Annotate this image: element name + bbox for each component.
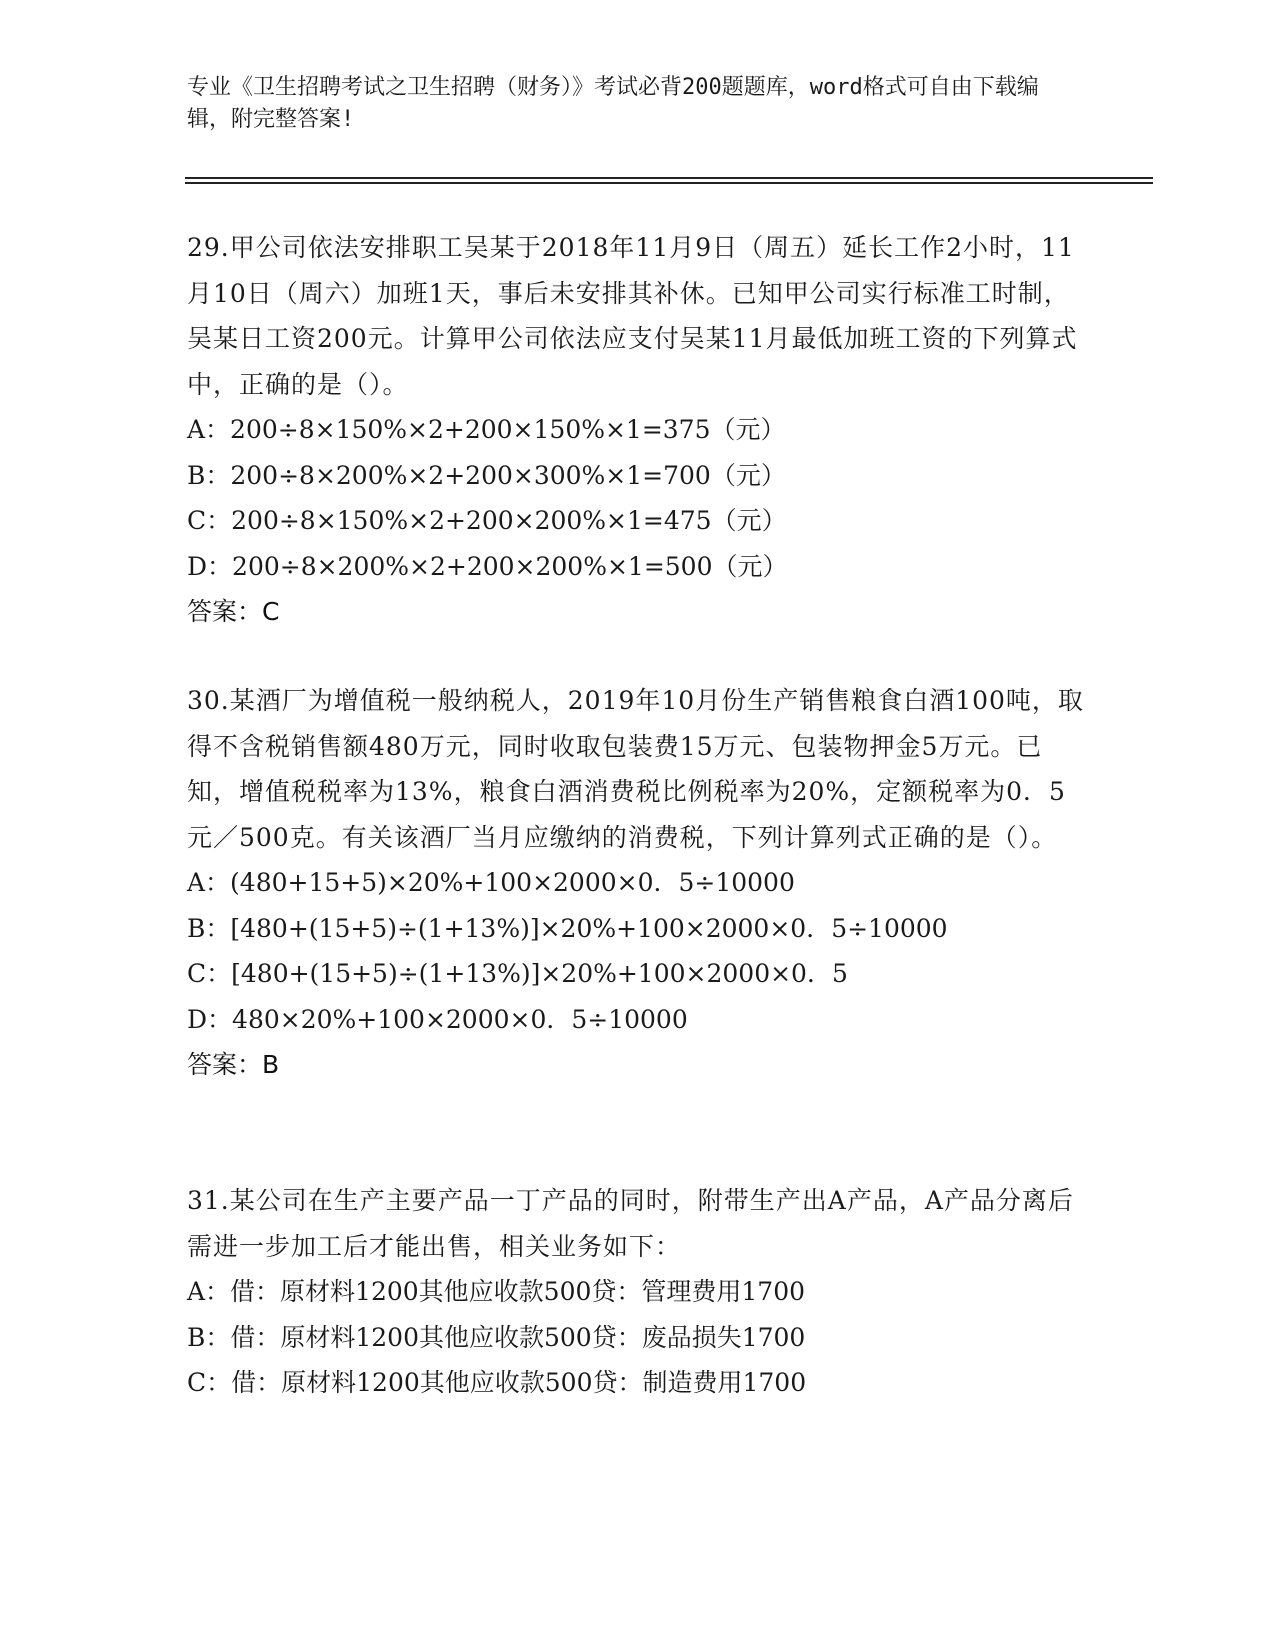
question-stem: 31.某公司在生产主要产品一丁产品的同时，附带生产出A产品，A产品分离后需进一步加工后才能出售，相关业务如下： — [187, 1186, 1074, 1261]
option-c: C：[480+(15+5)÷(1+13%)]×20%+100×2000×0．5 — [187, 959, 848, 988]
option-a: A：(480+15+5)×20%+100×2000×0．5÷10000 — [187, 868, 795, 897]
header-divider-bottom — [185, 182, 1153, 184]
option-c: C：200÷8×150%×2+200×200%×1=475（元） — [187, 506, 787, 535]
header-divider-top — [185, 177, 1153, 179]
option-b: B：200÷8×200%×2+200×300%×1=700（元） — [187, 460, 786, 490]
option-b: B：借：原材料1200其他应收款500贷：废品损失1700 — [187, 1322, 806, 1352]
question-30 — [187, 678, 1087, 1088]
option-c: C：借：原材料1200其他应收款500贷：制造费用1700 — [187, 1368, 807, 1397]
option-a: A：200÷8×150%×2+200×150%×1=375（元） — [187, 415, 786, 444]
question-29 — [187, 225, 1087, 635]
document-header: 专业《卫生招聘考试之卫生招聘（财务）》考试必背200题题库，word格式可自由下载编辑，附完整答案! — [187, 75, 1039, 132]
question-stem: 30.某酒厂为增值税一般纳税人，2019年10月份生产销售粮食白酒100吨，取得不含税销售额480万元，同时收取包装费15万元、包装物押金5万元。已知，增值税税率为13%，粮食白酒消费税比例税率为20%，定额税率为0．5元／500克。有关该酒厂当月应缴纳的消费税，下列计算列式正确的是（）。 — [187, 686, 1084, 852]
option-d: D：200÷8×200%×2+200×200%×1=500（元） — [187, 551, 788, 581]
answer-label: 答案：B — [187, 1050, 280, 1079]
answer-label: 答案：C — [187, 597, 280, 626]
option-b: B：[480+(15+5)÷(1+13%)]×20%+100×2000×0．5÷10000 — [187, 913, 948, 943]
question-stem: 29.甲公司依法安排职工吴某于2018年11月9日（周五）延长工作2小时，11月10日（周六）加班1天，事后未安排其补休。已知甲公司实行标准工时制，吴某日工资200元。计算甲公司依法应支付吴某11月最低加班工资的下列算式中，正确的是（）。 — [187, 233, 1078, 399]
option-a: A：借：原材料1200其他应收款500贷：管理费用1700 — [187, 1277, 806, 1306]
option-d: D：480×20%+100×2000×0．5÷10000 — [187, 1004, 688, 1034]
question-31 — [187, 1178, 1087, 1406]
